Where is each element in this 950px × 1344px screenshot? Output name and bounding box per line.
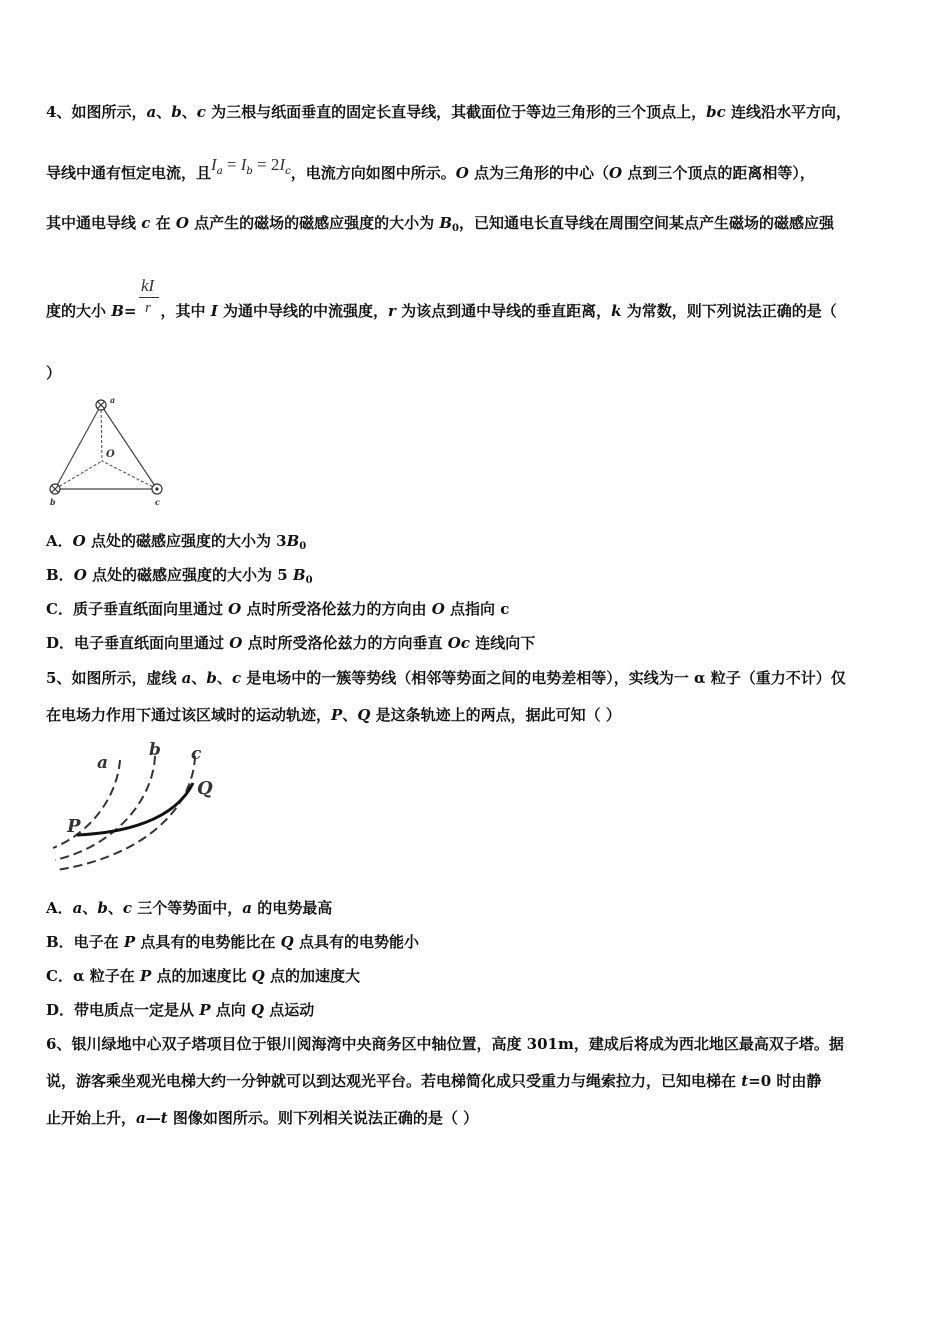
label-q: Q [197,778,213,799]
q4-option-b: B．O 点处的磁感应强度的大小为 5 $B_0$ [46,566,313,586]
wire-c-dot-icon [152,484,162,494]
q4-line-3: 其中通电导线 c 在 O 点产生的磁场的磁感应强度的大小为 $B_0$，已知通电长直导线在周围空间某点产生磁场的磁感应强 [46,214,835,234]
q5-option-a: A．a、b、c 三个等势面中，a 的电势最高 [46,899,333,917]
label-o: O [106,449,115,460]
q5-number: 5、 [46,669,72,687]
label-a: a [97,753,109,773]
q5-line-1: 5、如图所示，虚线 a、b、c 是电场中的一簇等势线（相邻等势面之间的电势差相等），实线为一 α 粒子（重力不计）仅 [46,669,846,687]
label-a: a [110,395,116,405]
wire-a-cross-icon [96,400,106,410]
q5-option-c: C．α 粒子在 P 点的加速度比 Q 点的加速度大 [46,967,360,985]
q4-line-2: 导线中通有恒定电流，且$I_a = I_b = 2I_c$，电流方向如图中所示。O 点为三角形的中心（O 点到三个顶点的距离相等）， [46,155,815,182]
q5-option-d: D．带电质点一定是从 P 点向 Q 点运动 [46,1001,315,1019]
q4-line-5: ） [46,364,62,382]
fraction-denominator: r [145,300,151,316]
label-p: P [67,816,81,837]
current-equation: $I_a = I_b = 2I_c$ [211,155,291,177]
q6-line-2: 说，游客乘坐观光电梯大约一分钟就可以到达观光平台。若电梯简化成只受重力与绳索拉力，已知电梯在 t=0 时由静 [46,1072,822,1090]
q4-number: 4、 [46,103,72,121]
q5-line-2: 在电场力作用下通过该区域时的运动轨迹，P、Q 是这条轨迹上的两点，据此可知（ ） [46,706,621,724]
wire-b-cross-icon [50,484,60,494]
label-c: c [191,744,202,764]
label-b: b [149,740,161,760]
q4-line-4: 度的大小 B= ，其中 I 为通中导线的中流强度，r 为该点到通中导线的垂直距离，k 为常数，则下列说法正确的是（ [46,302,837,320]
fraction-numerator: kI [141,276,155,295]
q4-line-1: 4、如图所示，a、b、c 为三根与纸面垂直的固定长直导线，其截面位于等边三角形的三个顶点上，bc 连线沿水平方向， [46,103,851,121]
q4-option-c: C．质子垂直纸面向里通过 O 点时所受洛伦兹力的方向由 O 点指向 c [46,600,510,618]
q6-line-3: 止开始上升，a—t 图像如图所示。则下列相关说法正确的是（ ） [46,1109,479,1127]
q6-number: 6、 [46,1035,72,1053]
label-c: c [155,497,160,507]
q4-option-d: D．电子垂直纸面向里通过 O 点时所受洛伦兹力的方向垂直 Oc 连线向下 [46,634,536,652]
label-b: b [50,497,56,507]
q4-option-a: A．O 点处的磁感应强度的大小为 $3B_0$ [46,532,307,552]
q5-option-b: B．电子在 P 点具有的电势能比在 Q 点具有的电势能小 [46,933,419,951]
fraction-bar [139,297,159,298]
triangle-wire-figure [45,395,175,510]
q6-line-1: 6、银川绿地中心双子塔项目位于银川阅海湾中央商务区中轴位置，高度 301m，建成后将成为西北地区最高双子塔。据 [46,1035,844,1053]
equipotential-figure [45,738,235,873]
